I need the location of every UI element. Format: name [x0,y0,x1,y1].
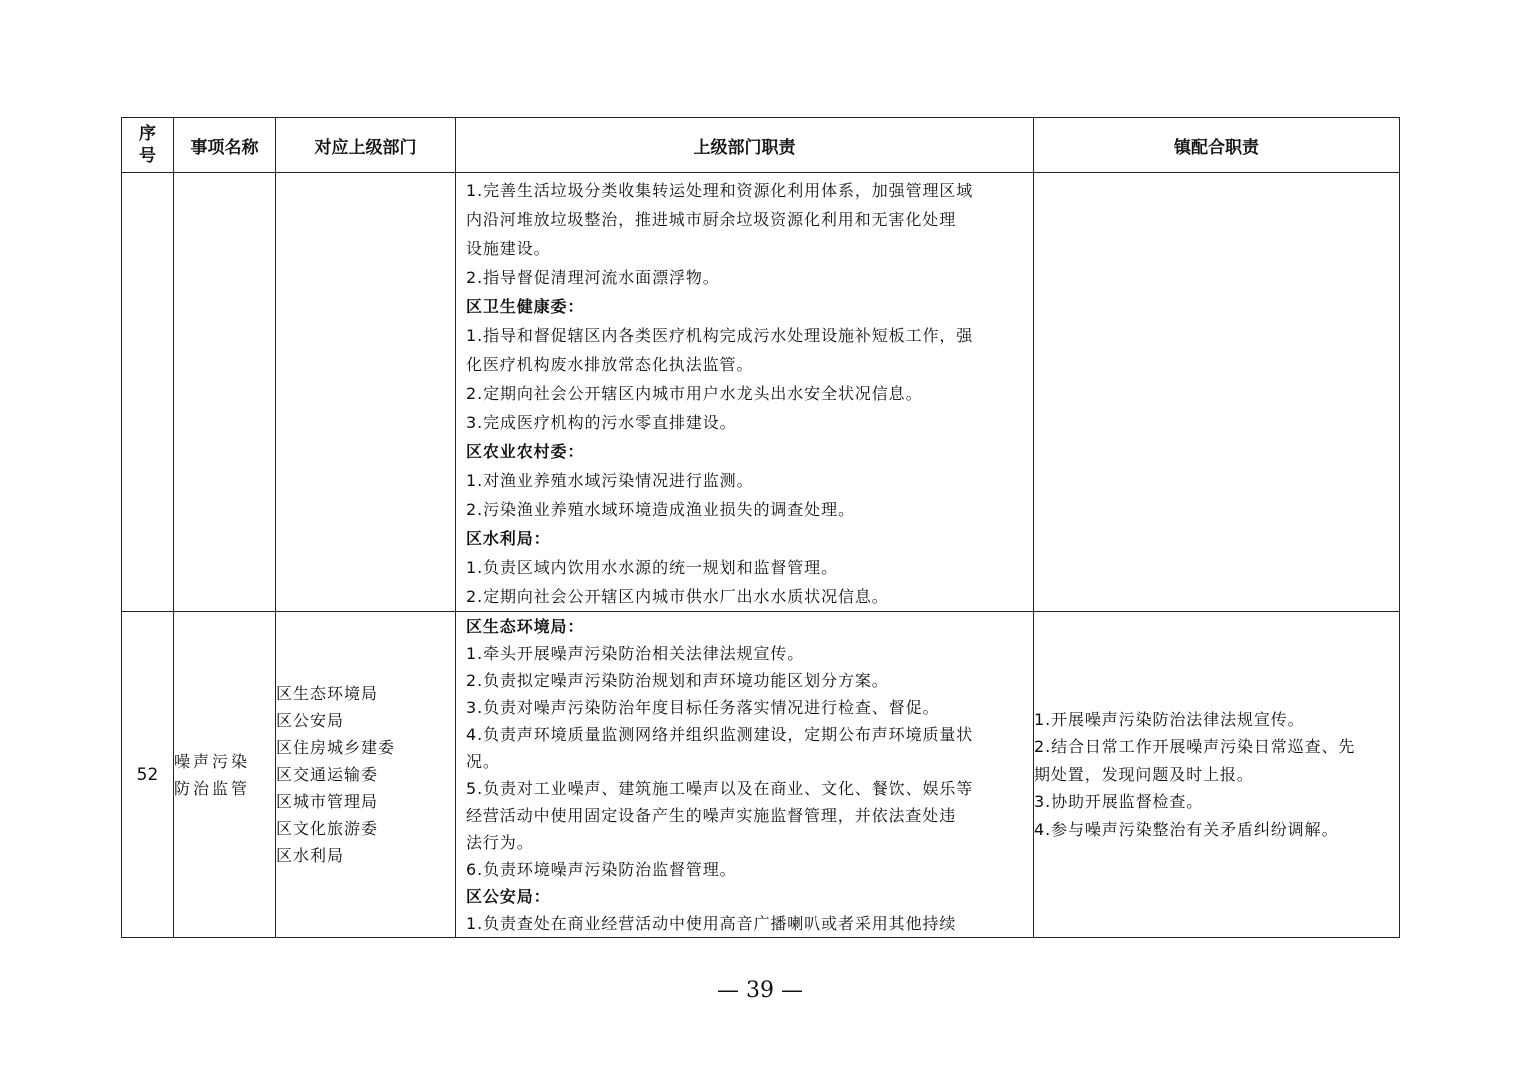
town-duty-line: 2.结合日常工作开展噪声污染日常巡查、先 [1034,737,1356,757]
dept-item: 区公安局 [276,711,345,730]
row1-town-cell [1034,173,1400,612]
row1-duty-lines [456,173,1033,611]
row2-duty-lines [456,612,1033,937]
header-dept: 对应上级部门 [276,118,456,173]
table-header-row [122,118,1400,173]
department-heading: 区卫生健康委： [466,297,585,316]
dept-item: 区文化旅游委 [276,819,379,838]
dept-item: 区住房城乡建委 [276,738,396,757]
duty-line: 2.污染渔业养殖水域环境造成渔业损失的调查处理。 [466,500,855,519]
duty-line: 法行为。 [466,833,534,852]
department-heading: 区农业农村委： [466,442,585,461]
duty-line: 2.定期向社会公开辖区内城市供水厂出水水质状况信息。 [466,587,889,606]
page-number: — 39 — [717,978,803,1003]
row1-name-cell [174,173,276,612]
header-town: 镇配合职责 [1034,118,1400,173]
duty-line: 1.完善生活垃圾分类收集转运处理和资源化利用体系，加强管理区域 [466,181,974,200]
header-duty: 上级部门职责 [456,118,1034,173]
duty-line: 2.指导督促清理河流水面漂浮物。 [466,268,720,287]
duty-line: 1.负责区域内饮用水水源的统一规划和监督管理。 [466,558,838,577]
dept-item: 区水利局 [276,846,345,865]
table-row [122,612,1400,938]
dept-item: 区交通运输委 [276,765,379,784]
duty-line: 6.负责环境噪声污染防治监督管理。 [466,860,737,879]
row1-dept-cell [276,173,456,612]
duty-line: 1.对渔业养殖水域污染情况进行监测。 [466,471,754,490]
duty-line: 1.负责查处在商业经营活动中使用高音广播喇叭或者采用其他持续 [466,914,957,933]
duty-line: 4.负责声环境质量监测网络并组织监测建设，定期公布声环境质量状 [466,725,974,744]
duty-line: 化医疗机构废水排放常态化执法监管。 [466,355,754,374]
duty-line: 2.定期向社会公开辖区内城市用户水龙头出水安全状况信息。 [466,384,923,403]
row2-town-cell [1034,612,1400,938]
header-seq-text: 序号 [139,124,156,166]
department-heading: 区公安局： [466,887,551,906]
table-row [122,173,1400,612]
row2-seq-cell: 52 [122,612,174,938]
row1-seq-cell [122,173,174,612]
department-heading: 区水利局： [466,529,551,548]
duty-line: 设施建设。 [466,239,551,258]
duties-table [121,117,1400,938]
duty-line: 内沿河堆放垃圾整治，推进城市厨余垃圾资源化利用和无害化处理 [466,210,957,229]
row2-dept-cell [276,612,456,938]
row2-name-cell [174,612,276,938]
town-duty-line: 1.开展噪声污染防治法律法规宣传。 [1034,709,1305,729]
dept-item: 区城市管理局 [276,792,379,811]
town-duty-line: 期处置，发现问题及时上报。 [1034,764,1254,784]
duty-line: 经营活动中使用固定设备产生的噪声实施监督管理，并依法查处违 [466,806,957,825]
row2-duty-cell [456,612,1034,938]
duty-line: 1.指导和督促辖区内各类医疗机构完成污水处理设施补短板工作，强 [466,326,974,345]
duty-line: 况。 [466,752,500,771]
header-name: 事项名称 [174,118,276,173]
duty-line: 3.负责对噪声污染防治年度目标任务落实情况进行检查、督促。 [466,698,940,717]
row1-duty-cell [456,173,1034,612]
duty-line: 5.负责对工业噪声、建筑施工噪声以及在商业、文化、餐饮、娱乐等 [466,779,974,798]
dept-item: 区生态环境局 [276,684,379,703]
row2-name-line: 噪声污染 [174,751,251,771]
town-duty-line: 3.协助开展监督检查。 [1034,792,1204,812]
row2-name-line: 防治监管 [174,778,251,798]
duty-line: 3.完成医疗机构的污水零直排建设。 [466,413,737,432]
duty-line: 1.牵头开展噪声污染防治相关法律法规宣传。 [466,644,805,663]
department-heading: 区生态环境局： [466,617,585,636]
header-seq [122,118,174,173]
duty-line: 2.负责拟定噪声污染防治规划和声环境功能区划分方案。 [466,671,889,690]
town-duty-line: 4.参与噪声污染整治有关矛盾纠纷调解。 [1034,819,1339,839]
